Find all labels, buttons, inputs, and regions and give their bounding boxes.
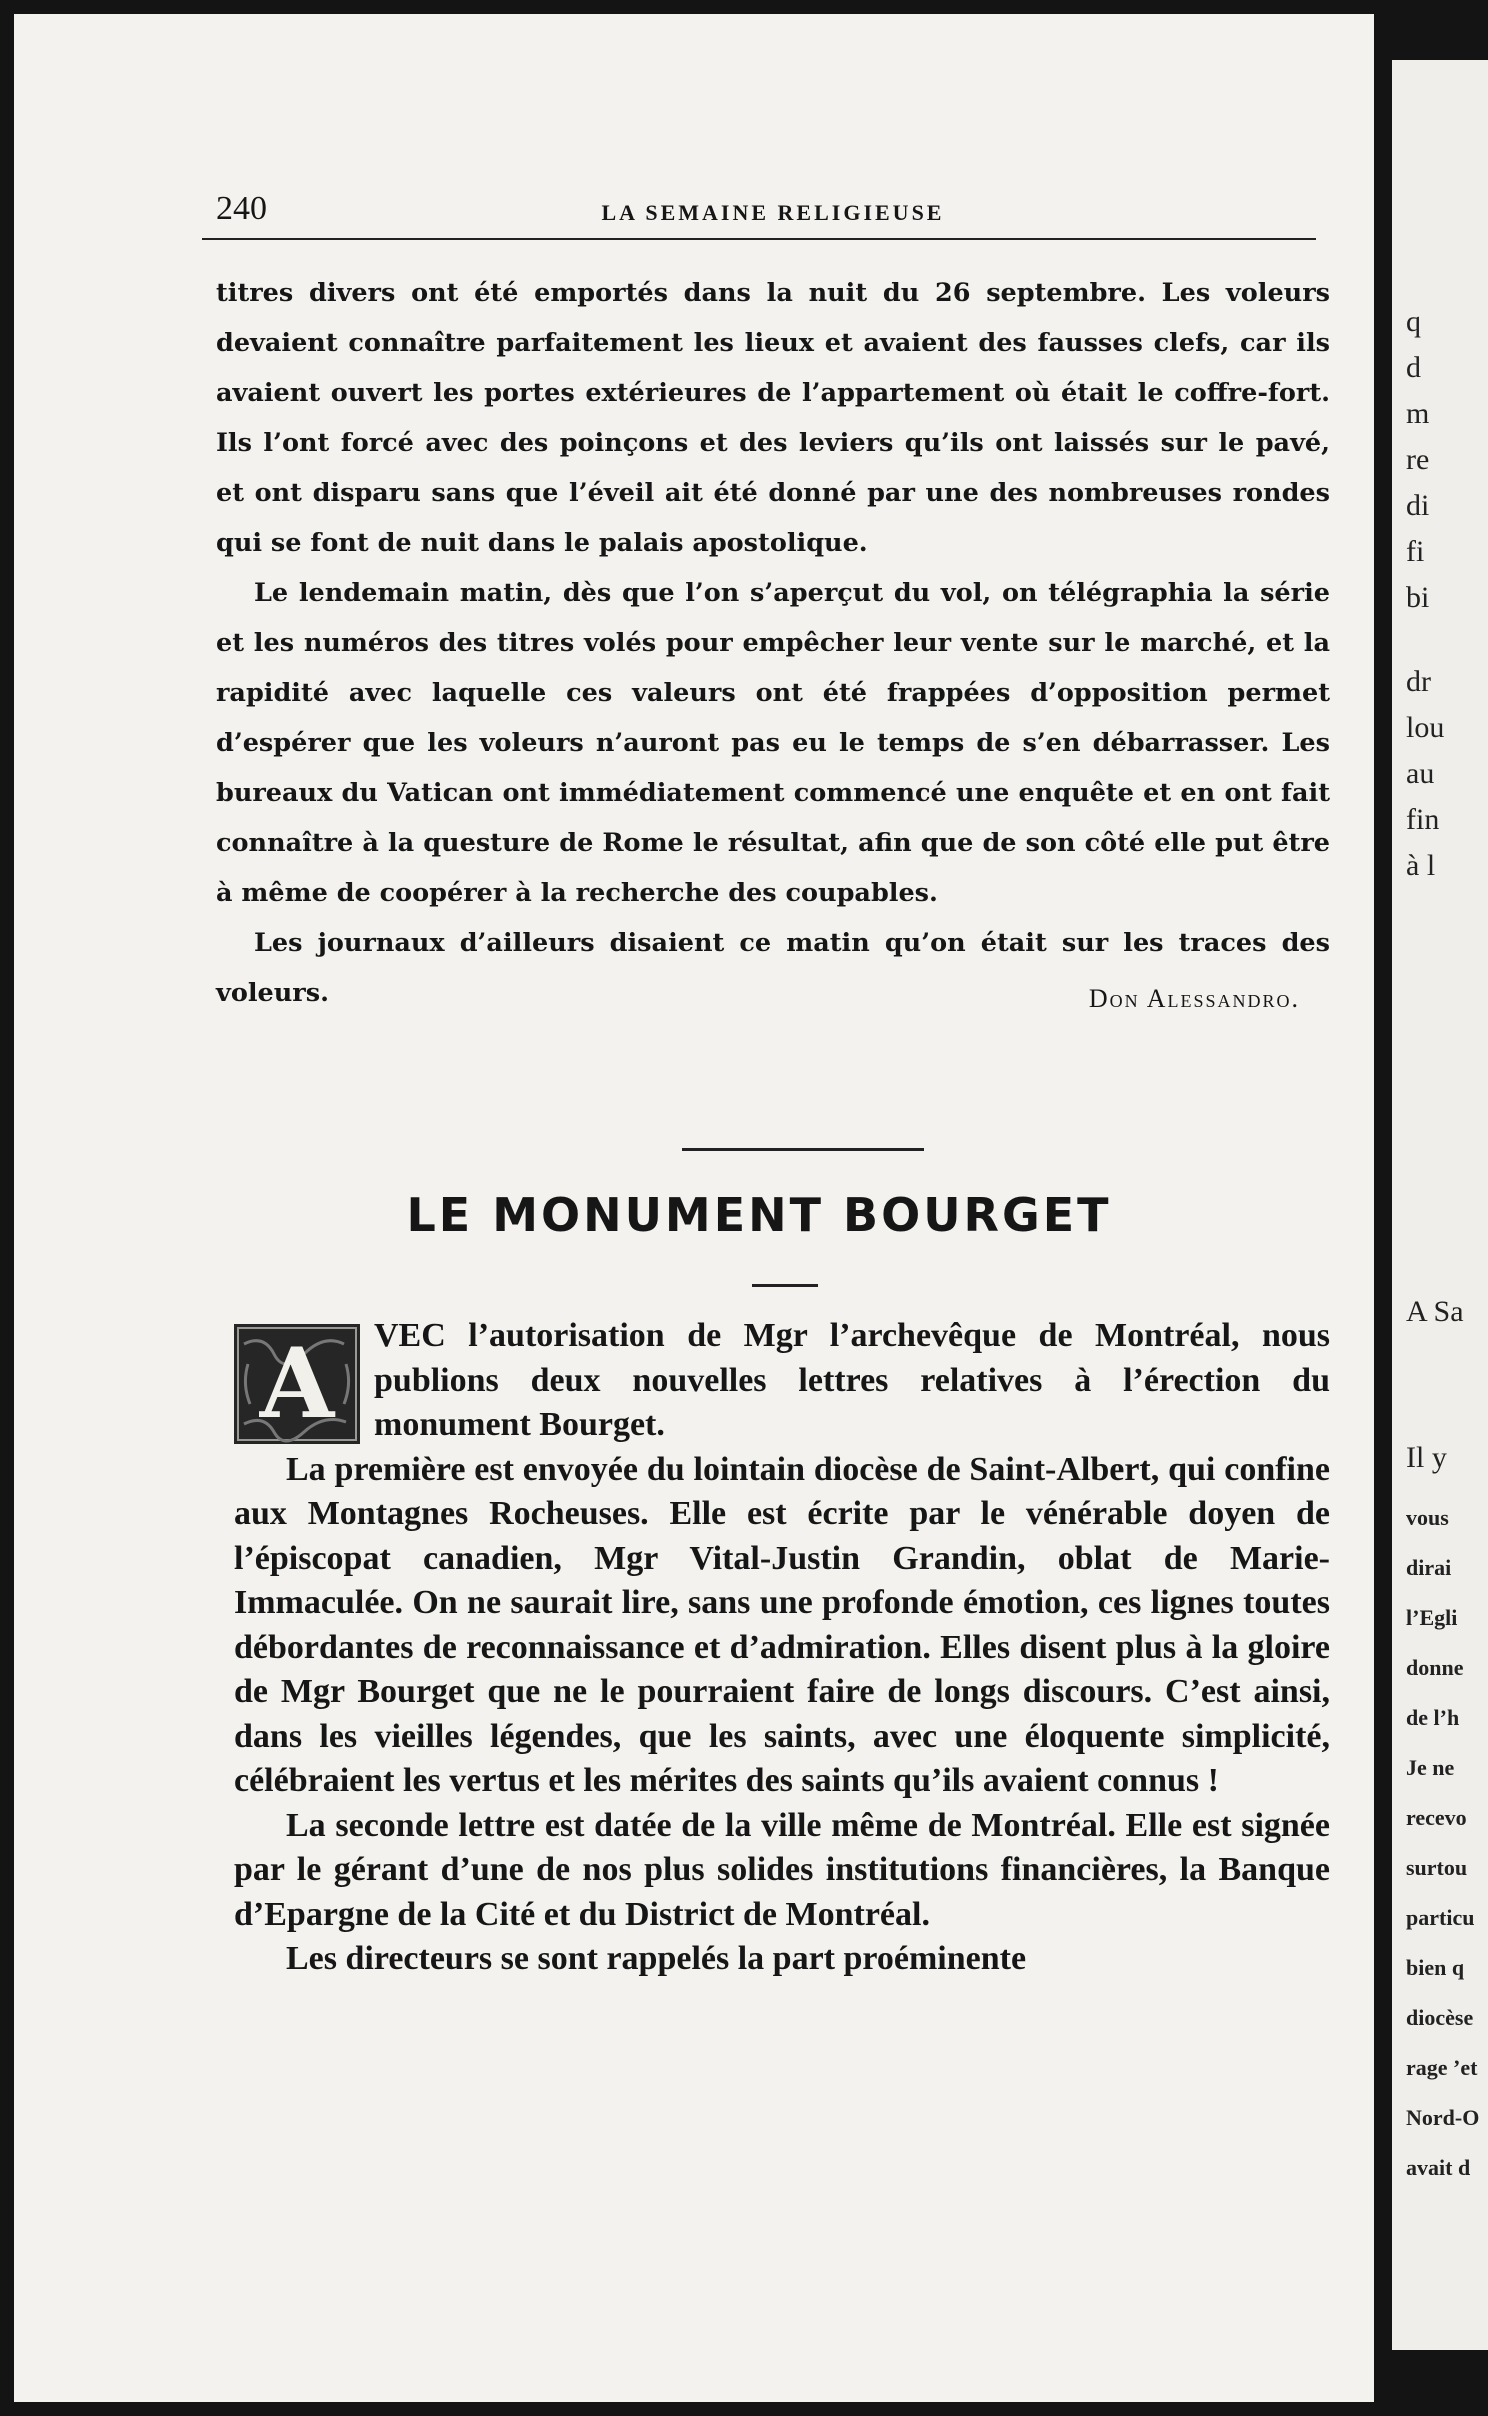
adjacent-fragment: diocèse (1406, 2005, 1474, 2030)
adjacent-fragment: dirai (1406, 1555, 1452, 1580)
article-title: LE MONUMENT BOURGET (406, 1188, 1112, 1242)
paragraph-banque: La seconde lettre est datée de la ville même de Montréal. Elle est signée par le gérant d’une de nos plus solides institutions financières, la Banque d’Epargne de la Cité et du District de Montréal. (234, 1806, 1330, 1933)
adjacent-fragment: m (1406, 397, 1430, 430)
adjacent-fragment: q (1406, 305, 1421, 338)
paragraph-saint-albert: La première est envoyée du lointain diocèse de Saint-Albert, qui confine aux Montagnes Rocheuses. Elle est écrite par le vénérable doyen de l’épiscopat canadien, Mgr Vital-Justin Grandin, oblat de Marie-Immaculée. On ne saurait lire, sans une profonde émotion, ces lignes toutes débordantes de reconnaissance et d’admiration. Elles disent plus à la gloire de Mgr Bourget que ne le pourraient faire de longs discours. C’est ainsi, dans les vieilles légendes, que les saints, avec une éloquente simplicité, célébraient les vertus et les mérites des saints qu’ils avaient connus ! (234, 1450, 1330, 1799)
adjacent-fragment: dr (1406, 665, 1431, 698)
adjacent-fragment: lou (1406, 711, 1445, 744)
adjacent-fragment: vous (1406, 1505, 1449, 1530)
adjacent-fragment: di (1406, 489, 1430, 522)
title-rule (752, 1284, 818, 1287)
paragraph-directeurs: Les directeurs se sont rappelés la part proéminente (286, 1940, 1027, 1977)
adjacent-page-edge (1392, 60, 1488, 2350)
paragraph-2: Le lendemain matin, dès que l’on s’aperçut du vol, on télégraphia la série et les numéros des titres volés pour empêcher leur vente sur le marché, et la rapidité avec laquelle ces valeurs ont été frappées d’opposition permet d’espérer que les voleurs n’auront pas eu le temps de s’en débarrasser. Les bureaux du Vatican ont immédiatement commencé une enquête et en ont fait connaître à la questure de Rome le résultat, afin que de son côté elle put être à même de coopérer à la recherche des coupables. (216, 578, 1330, 908)
adjacent-fragment: bien q (1406, 1955, 1465, 1980)
adjacent-fragment: Nord-O (1406, 2105, 1480, 2130)
adjacent-fragment: recevo (1406, 1805, 1467, 1830)
running-head: LA SEMAINE RELIGIEUSE (601, 200, 945, 225)
lead-text: VEC l’autorisation de Mgr l’archevêque de Montréal, nous publions deux nouvelles lettres relatives à l’érection du monument Bourget. (374, 1317, 1330, 1443)
page-number: 240 (216, 190, 267, 227)
adjacent-fragment: bi (1406, 581, 1430, 614)
adjacent-fragment: avait d (1406, 2155, 1471, 2180)
article-body (234, 1314, 1330, 1982)
adjacent-fragment: Il y (1406, 1441, 1447, 1474)
adjacent-fragment: l’Egli (1406, 1605, 1458, 1630)
header-rule (202, 238, 1316, 240)
signature: Don Alessandro. (1088, 984, 1300, 1013)
dropcap-letter: A (259, 1327, 335, 1440)
adjacent-fragment: au (1406, 757, 1435, 790)
adjacent-fragment: de l’h (1406, 1705, 1460, 1730)
page-header (216, 180, 1330, 230)
continued-article (216, 268, 1330, 1024)
adjacent-fragment: d (1406, 351, 1421, 384)
adjacent-fragment: Je ne (1406, 1755, 1455, 1780)
dropcap-ornament (234, 1324, 360, 1444)
adjacent-fragment: à l (1406, 849, 1436, 882)
adjacent-fragment: fin (1406, 803, 1440, 836)
lead-paragraph (234, 1314, 1330, 1448)
adjacent-fragment: fi (1406, 535, 1425, 568)
adjacent-fragment: rage ’et (1406, 2055, 1478, 2080)
adjacent-fragment: particu (1406, 1905, 1475, 1930)
adjacent-fragment: donne (1406, 1655, 1464, 1680)
adjacent-fragment: surtou (1406, 1855, 1468, 1880)
adjacent-fragment: A Sa (1406, 1295, 1464, 1328)
section-separator (682, 1148, 924, 1151)
paragraph-3: Les journaux d’ailleurs disaient ce matin qu’on était sur les traces des voleurs. (216, 928, 1330, 1008)
adjacent-fragment: re (1406, 443, 1430, 476)
paragraph-1: titres divers ont été emportés dans la nuit du 26 septembre. Les voleurs devaient connaître parfaitement les lieux et avaient des fausses clefs, car ils avaient ouvert les portes extérieures de l’appartement où était le coffre-fort. Ils l’ont forcé avec des poinçons et des leviers qu’ils ont laissés sur le pavé, et ont disparu sans que l’éveil ait été donné par une des nombreuses rondes qui se font de nuit dans le palais apostolique. (216, 278, 1330, 558)
